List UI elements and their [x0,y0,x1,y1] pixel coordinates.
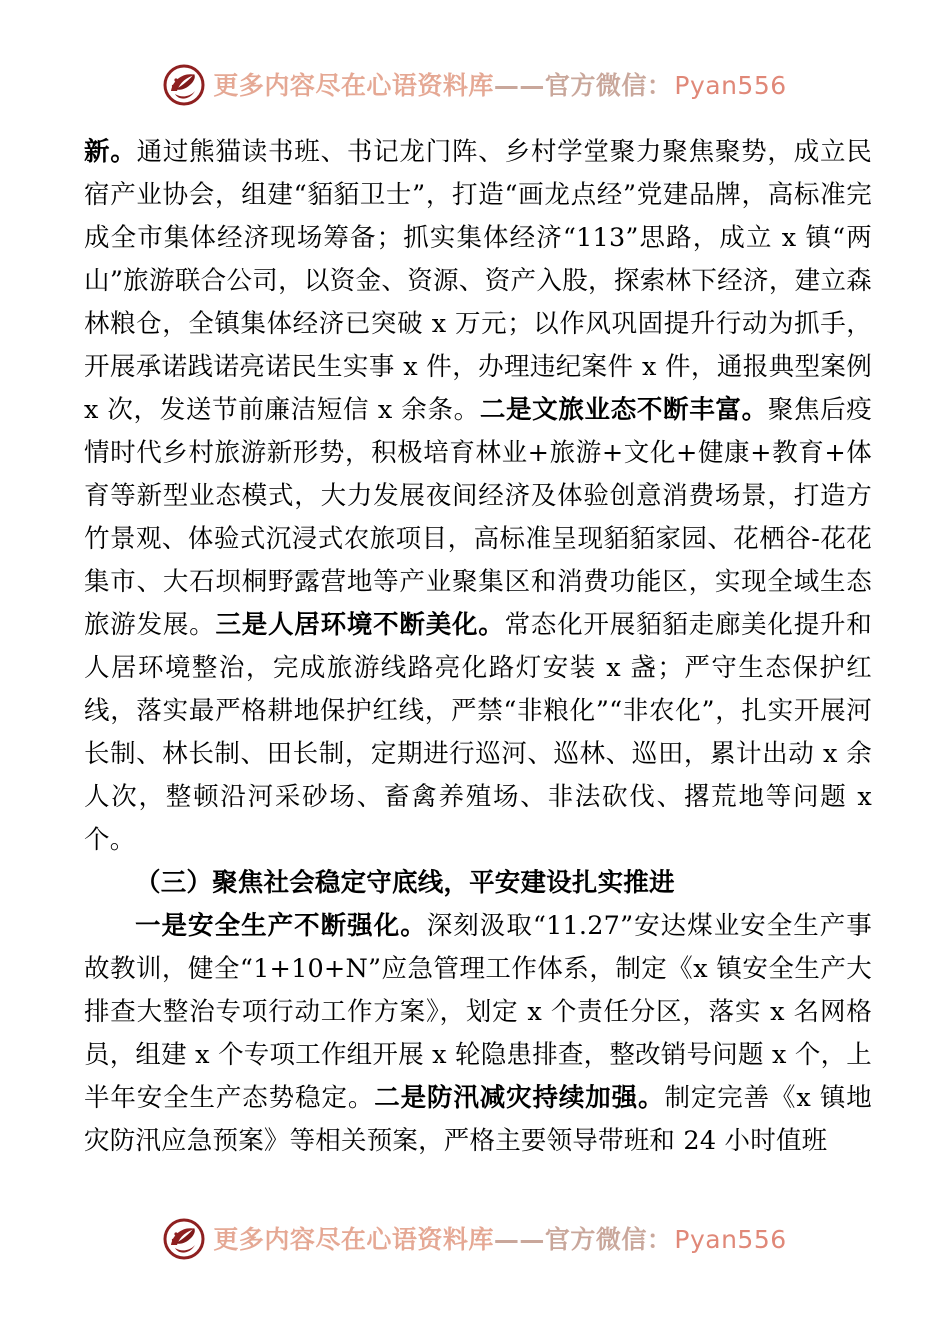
bold-run: 三是人居环境不断美化。 [215,610,505,640]
watermark-text-dash: —— [493,1224,545,1254]
bold-run: 新。 [84,137,137,167]
text-run: 通过熊猫读书班、书记龙门阵、乡村学堂聚力聚焦聚势，成立民宿产业协会，组建“貊貊卫士”，打造“画龙点经”党建品牌，高标准完成全市集体经济现场筹备；抓实集体经济“113”思路，成立 x 镇“两山”旅游联合公司，以资金、资源、资产入股，探索林下经济，建立森林粮仓，全镇集体经济已突破 x 万元；以作风巩固提升行动为抓手，开展承诺践诺亮诺民生实事 x 件，办理违纪案件 x 件，通报典型案例 x 次，发送节前廉洁短信 x 余条。 [84,137,872,425]
watermark-logo-icon [163,1218,205,1260]
watermark-handle: Pyan556 [674,70,787,100]
text-run: 深刻汲取“11.27”安达煤业安全生产事故教训，健全“1+10+N”应急管理工作体系，制定《x 镇安全生产大排查大整治专项行动工作方案》，划定 x 个责任分区，落实 x 名网格员，组建 x 个专项工作组开展 x 轮隐患排查，整改销号问题 x 个，上半年安全生产态势稳定。 [84,911,873,1113]
watermark-text [213,1224,787,1254]
footer-watermark [0,1218,950,1260]
text-run: 制定完善《x 镇地灾防汛应急预案》等相关预案，严格主要领导带班和 24 小时值班 [84,1083,873,1156]
watermark-text [213,70,787,100]
bold-run: 二是防汛减灾持续加强。 [374,1083,665,1113]
para-1 [84,131,872,862]
watermark-logo-icon [163,64,205,106]
watermark-text-primary: 更多内容尽在心语资料库 [213,70,494,100]
watermark-handle: Pyan556 [674,1224,787,1254]
header-watermark [0,64,950,106]
text-run: 常态化开展貊貊走廊美化提升和人居环境整治，完成旅游线路亮化路灯安装 x 盏；严守生态保护红线，落实最严格耕地保护红线，严禁“非粮化”“非农化”，扎实开展河长制、林长制、田长制，定期进行巡河、巡林、巡田，累计出动 x 余人次，整顿沿河采砂场、畜禽养殖场、非法砍伐、撂荒地等问题 x 个。 [84,610,872,855]
bold-run: 二是文旅业态不断丰富。 [479,395,768,425]
para-2-heading [84,862,872,905]
watermark-text-dash: —— [493,70,545,100]
para-3 [84,905,872,1163]
bold-run: （三）聚焦社会稳定守底线，平安建设扎实推进 [135,868,675,898]
watermark-text-secondary: 官方微信： [544,1224,673,1254]
document-body [84,131,872,1163]
watermark-text-primary: 更多内容尽在心语资料库 [213,1224,494,1254]
text-run: 聚焦后疫情时代乡村旅游新形势，积极培育林业+旅游+文化+健康+教育+体育等新型业态模式，大力发展夜间经济及体验创意消费场景，打造方竹景观、体验式沉浸式农旅项目，高标准呈现貊貊家园、花栖谷-花花集市、大石坝桐野露营地等产业聚集区和消费功能区，实现全域生态旅游发展。 [84,395,872,640]
bold-run: 一是安全生产不断强化。 [135,911,427,941]
watermark-text-secondary: 官方微信： [544,70,673,100]
